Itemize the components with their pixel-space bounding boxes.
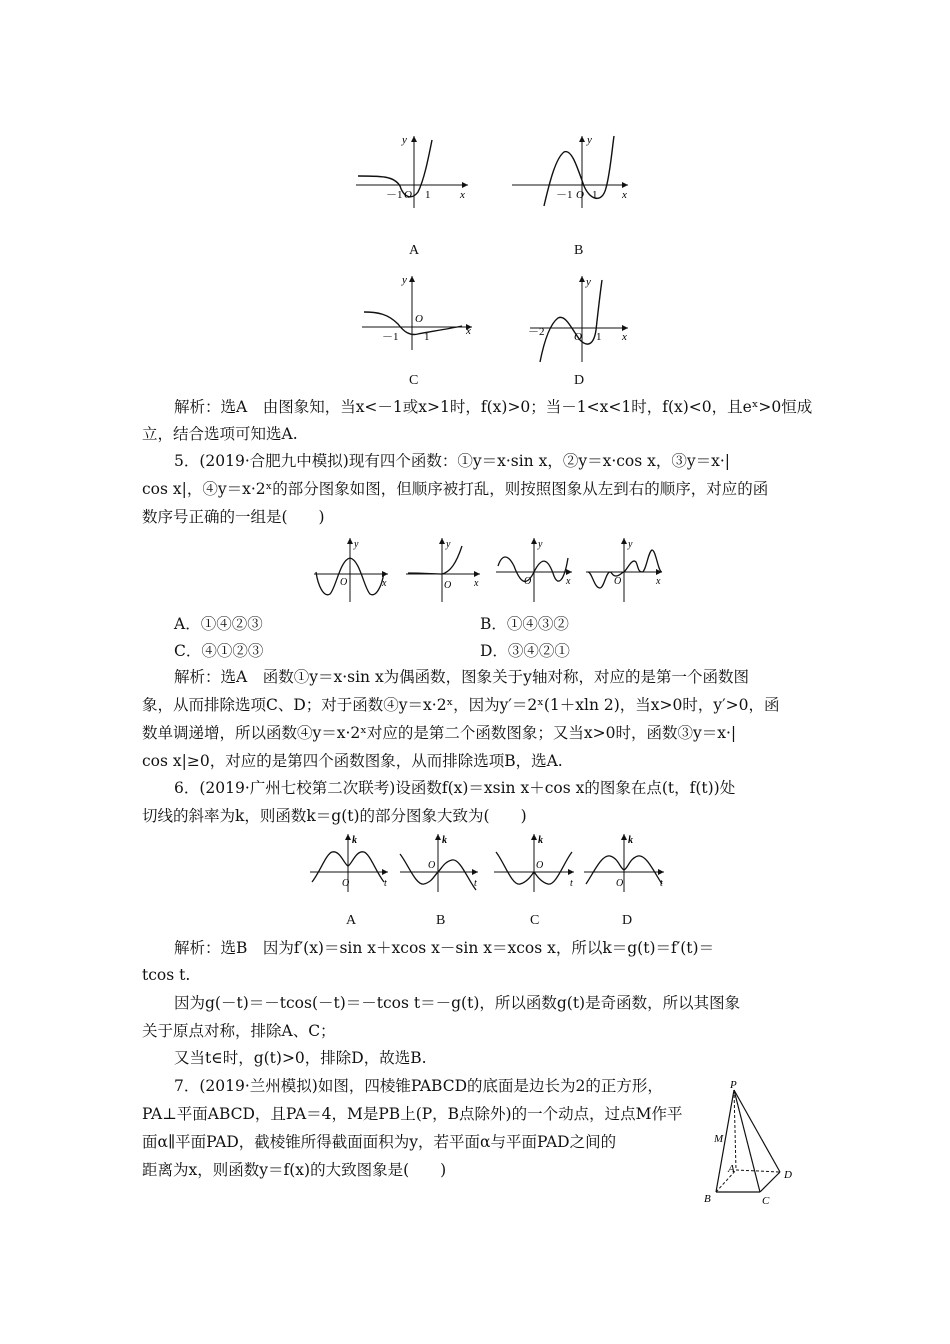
y-axis-label: y — [586, 276, 591, 288]
x-axis-label: x — [382, 578, 387, 589]
y-axis-label: y — [446, 539, 451, 550]
origin-label: O — [342, 878, 350, 889]
q5-analysis-line: 数单调递增，所以函数④y＝x·2ˣ对应的是第二个函数图象；又当x>0时，函数③y＝x·| — [142, 724, 737, 742]
q6-graph-c — [492, 832, 578, 894]
q6-analysis-line: 解析：选B 因为f′(x)＝sin x＋xcos x－sin x＝xcos x，所以k＝g(t)＝f′(t)＝ — [174, 939, 715, 957]
q5-analysis-line: 解析：选A 函数①y＝x·sin x为偶函数，图象关于y轴对称，对应的是第一个函数图 — [174, 668, 749, 686]
origin-label: O — [574, 331, 582, 343]
y-axis-label: y — [538, 539, 543, 550]
q6-para3-line: 又当t∈时，g(t)>0，排除D，故选B. — [174, 1049, 427, 1067]
q6-caption-d: D — [622, 913, 633, 928]
q7-pyramid-figure — [700, 1080, 800, 1208]
x-axis-label: x — [622, 189, 627, 201]
tick-label: －1 — [556, 189, 573, 201]
q5-stem-line: cos x|，④y＝x·2ˣ的部分图象如图，但顺序被打乱，则按照图象从左到右的顺序，对应的函 — [142, 480, 769, 498]
tick-label: －2 — [528, 326, 545, 338]
x-axis-label: x — [466, 325, 471, 337]
q4-graph-b — [508, 130, 632, 210]
k-axis-label: k — [538, 835, 543, 846]
y-axis-label: y — [402, 134, 407, 146]
point-p-label: P — [730, 1080, 737, 1091]
q6-caption-b: B — [436, 913, 446, 928]
origin-label: O — [404, 189, 412, 201]
q5-option-d: D．③④②① — [480, 642, 570, 660]
tick-label: 1 — [592, 189, 598, 201]
tick-label: 1 — [424, 331, 430, 343]
q5-stem-line: 数序号正确的一组是( ) — [142, 508, 325, 526]
q6-para2-line: 关于原点对称，排除A、C； — [142, 1022, 336, 1040]
tick-label: 1 — [596, 331, 602, 343]
x-axis-label: x — [566, 576, 571, 587]
q5-graph-3 — [494, 536, 576, 604]
q4-graph-a — [352, 130, 474, 210]
point-m-label: M — [714, 1133, 724, 1145]
q7-stem-line: PA⊥平面ABCD，且PA＝4，M是PB上(P，B点除外)的一个动点，过点M作平 — [142, 1105, 683, 1123]
y-axis-label: y — [628, 539, 633, 550]
q5-stem-line: 5．(2019·合肥九中模拟)现有四个函数：①y＝x·sin x，②y＝x·cos x，③y＝x·| — [174, 452, 731, 470]
q4-caption-d: D — [574, 373, 585, 388]
q5-graph-2 — [404, 536, 484, 604]
t-axis-label: t — [384, 878, 387, 889]
tick-label: －1 — [382, 331, 399, 343]
q5-analysis-line: 象，从而排除选项C、D；对于函数④y＝x·2ˣ，因为y′＝2ˣ(1＋xln 2)，当x>0时，y′>0，函 — [142, 696, 780, 714]
q5-graph-1 — [312, 536, 392, 604]
y-axis-label: y — [587, 134, 592, 146]
q7-stem-line: 7．(2019·兰州模拟)如图，四棱锥PABCD的底面是边长为2的正方形， — [174, 1077, 663, 1095]
q4-caption-c: C — [409, 373, 419, 388]
q7-stem-line: 面α∥平面PAD，截棱锥所得截面面积为y，若平面α与平面PAD之间的 — [142, 1133, 617, 1151]
q6-caption-c: C — [530, 913, 540, 928]
x-axis-label: x — [656, 576, 661, 587]
q6-graph-d — [582, 832, 668, 894]
origin-label: O — [616, 878, 624, 889]
origin-label: O — [576, 189, 584, 201]
t-axis-label: t — [660, 878, 663, 889]
origin-label: O — [428, 860, 436, 871]
origin-label: O — [444, 580, 452, 591]
q6-graph-b — [398, 832, 482, 894]
tick-label: 1 — [425, 189, 431, 201]
q5-analysis-line: cos x|≥0，对应的是第四个函数图象，从而排除选项B，选A. — [142, 752, 563, 770]
q6-caption-a: A — [346, 913, 357, 928]
q4-graph-d — [526, 272, 632, 364]
point-a-label: A — [728, 1163, 735, 1175]
point-d-label: D — [784, 1169, 792, 1181]
q5-option-c: C．④①②③ — [174, 642, 264, 660]
q6-para2-line: 因为g(－t)＝－tcos(－t)＝－tcos t＝－g(t)，所以函数g(t)是奇函数，所以其图象 — [174, 994, 741, 1012]
q7-stem-line: 距离为x，则函数y＝f(x)的大致图象是( ) — [142, 1161, 447, 1179]
origin-label: O — [524, 576, 532, 587]
q4-analysis-line: 解析：选A 由图象知，当x<－1或x>1时，f(x)>0；当－1<x<1时，f(x)<0，且eˣ>0恒成 — [174, 398, 813, 416]
origin-label: O — [536, 860, 544, 871]
q6-graph-a — [308, 832, 392, 894]
q5-option-b: B．①④③② — [480, 615, 569, 633]
origin-label: O — [340, 577, 348, 588]
q6-stem-line: 切线的斜率为k，则函数k＝g(t)的部分图象大致为( ) — [142, 807, 527, 825]
x-axis-label: x — [460, 189, 465, 201]
q5-graph-4 — [584, 536, 666, 604]
origin-label: O — [415, 313, 423, 325]
q4-analysis-line: 立，结合选项可知选A. — [142, 425, 298, 443]
t-axis-label: t — [570, 878, 573, 889]
x-axis-label: x — [474, 578, 479, 589]
q4-caption-a: A — [409, 243, 420, 258]
k-axis-label: k — [442, 835, 447, 846]
origin-label: O — [614, 576, 622, 587]
point-c-label: C — [762, 1195, 770, 1207]
k-axis-label: k — [352, 835, 357, 846]
y-axis-label: y — [402, 274, 407, 286]
q6-analysis-line: tcos t. — [142, 966, 191, 984]
k-axis-label: k — [628, 835, 633, 846]
tick-label: －1 — [386, 189, 403, 201]
q6-stem-line: 6．(2019·广州七校第二次联考)设函数f(x)＝xsin x＋cos x的图象在点(t，f(t))处 — [174, 779, 736, 797]
y-axis-label: y — [354, 539, 359, 550]
x-axis-label: x — [622, 331, 627, 343]
point-b-label: B — [704, 1193, 711, 1205]
q5-option-a: A．①④②③ — [174, 615, 263, 633]
t-axis-label: t — [474, 878, 477, 889]
q4-caption-b: B — [574, 243, 584, 258]
q4-graph-c — [358, 272, 476, 352]
